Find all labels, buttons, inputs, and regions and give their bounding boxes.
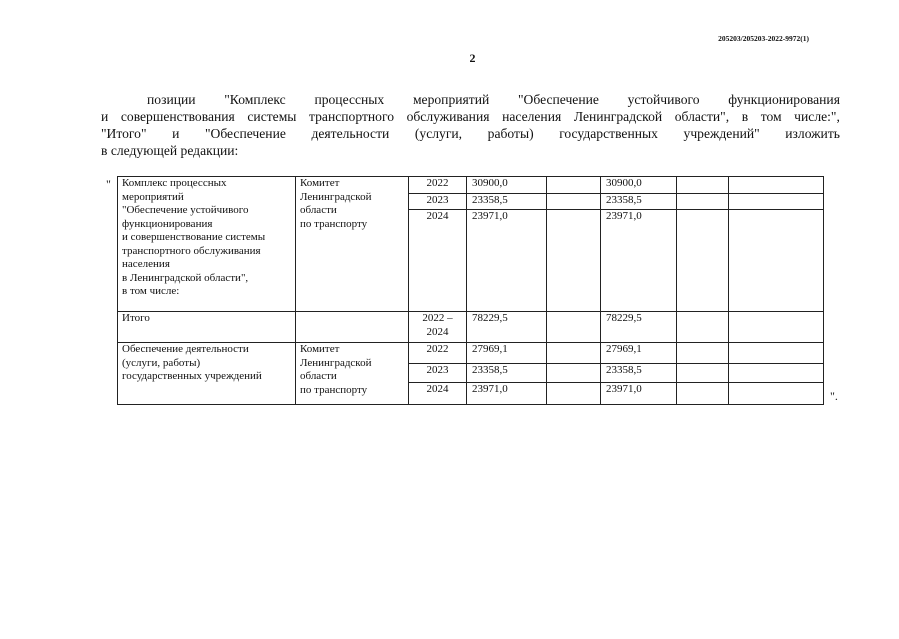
cell-line: государственных учреждений <box>122 370 262 382</box>
opening-quote: " <box>106 177 111 191</box>
cell-line: Комитет <box>300 343 340 355</box>
funding-cell <box>547 364 601 383</box>
year-cell: 2022 <box>409 177 467 194</box>
word: системы <box>247 109 297 124</box>
funding-cell: 78229,5 <box>601 312 677 343</box>
total-cell: 23971,0 <box>467 383 547 405</box>
cell-line: "Обеспечение устойчивого <box>122 204 249 216</box>
total-cell: 30900,0 <box>467 177 547 194</box>
funding-cell: 23971,0 <box>601 210 677 312</box>
paragraph-line <box>101 91 840 108</box>
funding-cell <box>677 194 729 210</box>
funding-cell: 30900,0 <box>601 177 677 194</box>
total-cell: 23358,5 <box>467 364 547 383</box>
funding-cell <box>547 343 601 364</box>
total-label-cell: Итого <box>118 312 296 343</box>
closing-quote: ". <box>830 389 838 403</box>
funding-cell <box>729 312 824 343</box>
word: в <box>741 109 749 124</box>
total-cell: 27969,1 <box>467 343 547 364</box>
cell-line: области <box>300 370 337 382</box>
year-cell: 2024 <box>409 383 467 405</box>
word: учреждений" <box>683 126 760 141</box>
cell-line: 2024 <box>426 325 449 338</box>
cell-line: в том числе: <box>122 285 180 297</box>
word: деятельности <box>311 126 390 141</box>
paragraph-last-line: в следующей редакции: <box>101 143 239 158</box>
word: транспортного <box>309 109 395 124</box>
funding-cell <box>677 343 729 364</box>
funding-cell: 23358,5 <box>601 194 677 210</box>
cell-line: Комплекс процессных <box>122 177 227 189</box>
funding-cell <box>677 312 729 343</box>
word: "Обеспечение <box>204 126 286 141</box>
cell-line: Ленинградской <box>300 356 372 369</box>
funding-cell: 27969,1 <box>601 343 677 364</box>
program-name-cell <box>118 177 296 312</box>
funding-cell: 23358,5 <box>601 364 677 383</box>
year-cell: 2022 <box>409 343 467 364</box>
document-code: 205203/205203-2022-9972(1) <box>718 34 809 43</box>
word: и <box>101 109 109 124</box>
cell-line: по транспорту <box>300 217 368 230</box>
word: процессных <box>314 92 385 107</box>
body-paragraph <box>101 91 840 159</box>
word: обслуживания <box>406 109 490 124</box>
paragraph-line <box>101 108 840 125</box>
executor-cell <box>296 177 409 312</box>
cell-line: Комитет <box>300 177 340 189</box>
total-cell: 78229,5 <box>467 312 547 343</box>
total-cell: 23358,5 <box>467 194 547 210</box>
year-cell: 2023 <box>409 364 467 383</box>
funding-cell <box>729 210 824 312</box>
funding-cell: 23971,0 <box>601 383 677 405</box>
funding-cell <box>677 383 729 405</box>
year-range-cell <box>409 312 467 343</box>
word: совершенствования <box>120 109 235 124</box>
total-cell: 23971,0 <box>467 210 547 312</box>
funding-cell <box>729 194 824 210</box>
cell-line: мероприятий <box>122 190 184 203</box>
funding-cell <box>729 177 824 194</box>
funding-cell <box>677 177 729 194</box>
funding-cell <box>547 210 601 312</box>
funding-cell <box>547 312 601 343</box>
funding-cell <box>729 343 824 364</box>
page-number: 2 <box>469 51 476 65</box>
executor-cell <box>296 312 409 343</box>
budget-table <box>117 176 824 405</box>
cell-line: транспортного обслуживания <box>122 244 261 257</box>
funding-cell <box>547 383 601 405</box>
cell-line: населения <box>122 258 170 270</box>
word: населения <box>502 109 562 124</box>
cell-line: Обеспечение деятельности <box>122 343 249 355</box>
word: функционирования <box>728 92 840 107</box>
program-name-cell <box>118 343 296 405</box>
cell-line: Ленинградской <box>300 190 372 203</box>
word: "Итого" <box>101 126 147 141</box>
word: "Комплекс <box>224 92 286 107</box>
funding-cell <box>729 364 824 383</box>
cell-line: 2022 – <box>422 312 453 324</box>
cell-line: и совершенствование системы <box>122 231 266 243</box>
year-cell: 2024 <box>409 210 467 312</box>
cell-line: в Ленинградской области", <box>122 271 249 284</box>
paragraph-line <box>101 125 840 142</box>
funding-cell <box>729 383 824 405</box>
table-row <box>118 312 824 343</box>
word: числе:", <box>794 109 840 124</box>
table-row <box>118 177 824 194</box>
table-row <box>118 343 824 364</box>
cell-line: (услуги, работы) <box>122 356 201 369</box>
funding-cell <box>677 210 729 312</box>
word: устойчивого <box>627 92 700 107</box>
word: (услуги, <box>414 126 463 141</box>
word: изложить <box>785 126 840 141</box>
year-cell: 2023 <box>409 194 467 210</box>
funding-cell <box>547 194 601 210</box>
cell-line: по транспорту <box>300 383 368 396</box>
executor-cell <box>296 343 409 405</box>
cell-line: функционирования <box>122 217 213 230</box>
cell-line: области <box>300 204 337 216</box>
word: области", <box>674 109 730 124</box>
word: позиции <box>147 92 196 107</box>
paragraph-line <box>101 142 840 159</box>
funding-cell <box>677 364 729 383</box>
word: государственных <box>559 126 658 141</box>
word: и <box>172 126 180 141</box>
word: Ленинградской <box>573 109 663 124</box>
word: работы) <box>487 126 534 141</box>
funding-cell <box>547 177 601 194</box>
word: мероприятий <box>412 92 490 107</box>
word: том <box>760 109 782 124</box>
word: "Обеспечение <box>517 92 599 107</box>
